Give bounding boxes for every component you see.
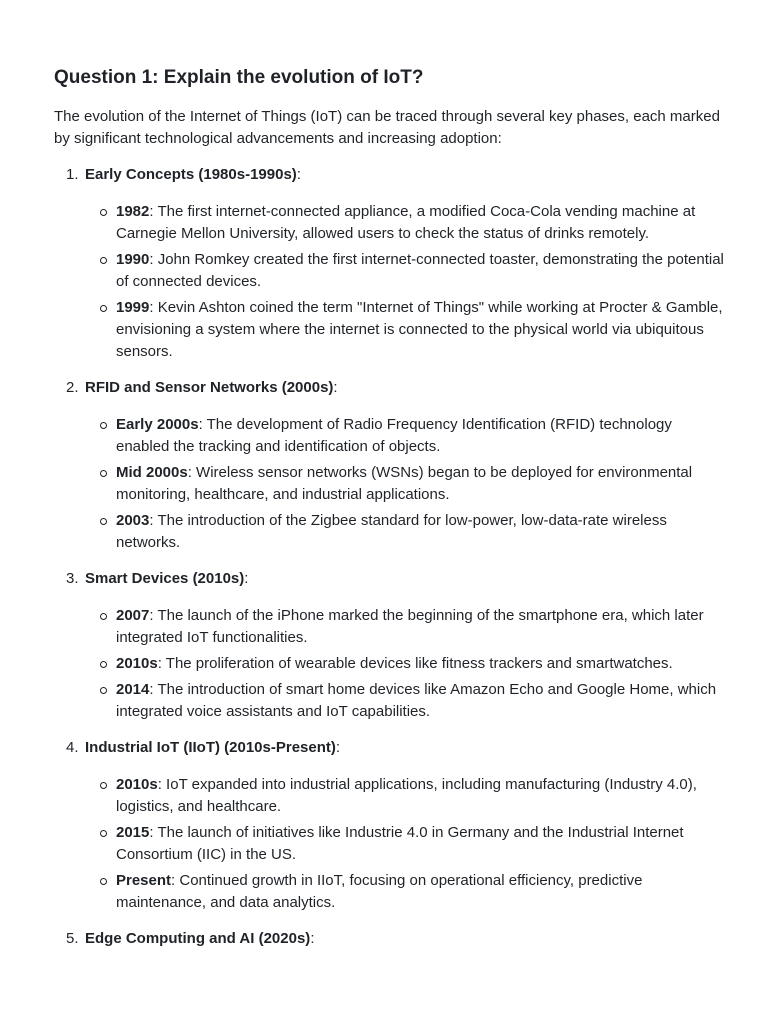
event-year: 2015 <box>116 824 150 841</box>
event-item <box>85 822 728 866</box>
phase-heading-colon: : <box>333 379 338 396</box>
evolution-phase-list <box>54 164 728 950</box>
event-item <box>85 201 728 245</box>
event-description: : The launch of initiatives like Industrie 4.0 in Germany and the Industrial Internet Consortium (IIC) in the US. <box>116 824 684 863</box>
event-description: : The first internet-connected appliance, a modified Coca-Cola vending machine at Carnegie Mellon University, allowed users to check the status of drinks remotely. <box>116 203 696 242</box>
event-description: : The introduction of the Zigbee standard for low-power, low-data-rate wireless networks. <box>116 512 667 551</box>
event-description: : IoT expanded into industrial applications, including manufacturing (Industry 4.0), logistics, and healthcare. <box>116 776 697 815</box>
hollow-bullet-icon <box>100 518 107 525</box>
phase-number: 1. <box>66 166 79 183</box>
phase-heading-colon: : <box>296 166 301 183</box>
event-item <box>85 653 728 675</box>
phase-item <box>54 568 728 723</box>
event-item <box>85 462 728 506</box>
event-year: 1990 <box>116 251 150 268</box>
event-year: 1982 <box>116 203 150 220</box>
phase-heading <box>85 737 728 759</box>
phase-heading <box>85 377 728 399</box>
phase-number: 5. <box>66 930 79 947</box>
hollow-bullet-icon <box>100 878 107 885</box>
phase-number: 2. <box>66 379 79 396</box>
event-description: : Kevin Ashton coined the term "Internet of Things" while working at Procter & Gamble, envisioning a system where the internet is connected to the physical world via ubiquitous sensors. <box>116 299 723 360</box>
phase-heading-title: Smart Devices (2010s) <box>85 570 245 587</box>
phase-heading-colon: : <box>244 570 249 587</box>
hollow-bullet-icon <box>100 257 107 264</box>
event-year: 1999 <box>116 299 150 316</box>
intro-paragraph: The evolution of the Internet of Things (IoT) can be traced through several key phases, each marked by significant technological advancements and increasing adoption: <box>54 108 720 147</box>
event-description: : The launch of the iPhone marked the beginning of the smartphone era, which later integrated IoT functionalities. <box>116 607 704 646</box>
phase-heading-title: Early Concepts (1980s-1990s) <box>85 166 297 183</box>
event-item <box>85 679 728 723</box>
hollow-bullet-icon <box>100 830 107 837</box>
phase-item <box>54 928 728 950</box>
hollow-bullet-icon <box>100 470 107 477</box>
phase-heading <box>85 928 728 950</box>
event-year: Early 2000s <box>116 416 199 433</box>
phase-heading <box>85 568 728 590</box>
hollow-bullet-icon <box>100 209 107 216</box>
phase-heading-colon: : <box>335 739 341 756</box>
phase-item <box>54 737 728 914</box>
phase-number: 3. <box>66 570 79 587</box>
event-year: 2014 <box>116 681 150 698</box>
event-year: 2003 <box>116 512 150 529</box>
phase-heading-title: Edge Computing and AI (2020s) <box>85 930 311 947</box>
event-description: : The introduction of smart home devices like Amazon Echo and Google Home, which integrated voice assistants and IoT capabilities. <box>116 681 717 720</box>
hollow-bullet-icon <box>100 661 107 668</box>
event-description: : Continued growth in IIoT, focusing on operational efficiency, predictive maintenance, and data analytics. <box>116 872 643 911</box>
phase-event-list <box>85 605 728 723</box>
phase-item <box>54 164 728 363</box>
event-description: : The proliferation of wearable devices like fitness trackers and smartwatches. <box>157 655 673 672</box>
event-description: : Wireless sensor networks (WSNs) began to be deployed for environmental monitoring, healthcare, and industrial applications. <box>116 464 693 503</box>
phase-event-list <box>85 414 728 554</box>
event-item <box>85 510 728 554</box>
event-description: : The development of Radio Frequency Identification (RFID) technology enabled the tracking and identification of objects. <box>116 416 672 455</box>
event-year: 2010s <box>116 655 158 672</box>
phase-heading <box>85 164 728 186</box>
hollow-bullet-icon <box>100 422 107 429</box>
event-year: 2007 <box>116 607 150 624</box>
event-item <box>85 249 728 293</box>
event-description: : John Romkey created the first internet-connected toaster, demonstrating the potential of connected devices. <box>116 251 724 290</box>
event-item <box>85 774 728 818</box>
event-item <box>85 297 728 363</box>
phase-event-list <box>85 774 728 914</box>
phase-heading-title: Industrial IoT (IIoT) (2010s-Present) <box>85 739 336 756</box>
event-year: Mid 2000s <box>116 464 188 481</box>
event-item <box>85 414 728 458</box>
event-item <box>85 870 728 914</box>
phase-heading-colon: : <box>310 930 315 947</box>
event-item <box>85 605 728 649</box>
phase-event-list <box>85 201 728 363</box>
hollow-bullet-icon <box>100 613 107 620</box>
hollow-bullet-icon <box>100 782 107 789</box>
event-year: Present <box>116 872 172 889</box>
phase-heading-title: RFID and Sensor Networks (2000s) <box>85 379 334 396</box>
phase-number: 4. <box>66 739 79 756</box>
phase-item <box>54 377 728 554</box>
event-year: 2010s <box>116 776 158 793</box>
hollow-bullet-icon <box>100 305 107 312</box>
question-title: Question 1: Explain the evolution of IoT? <box>54 67 424 88</box>
hollow-bullet-icon <box>100 687 107 694</box>
